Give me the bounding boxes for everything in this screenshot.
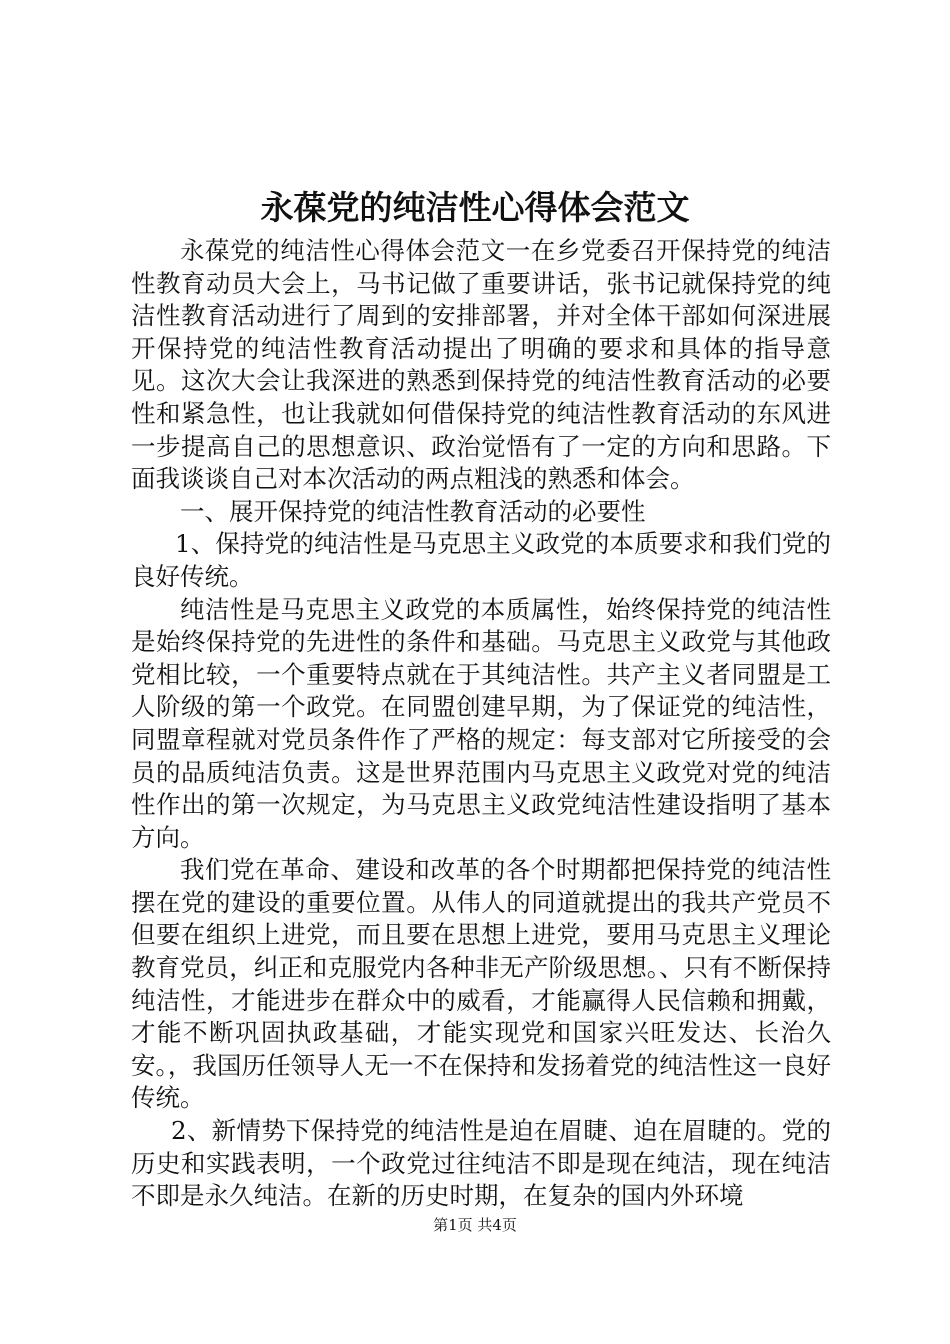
document-body bbox=[131, 235, 831, 1213]
paragraph-purity-attribute: 纯洁性是马克思主义政党的本质属性，始终保持党的纯洁性是始终保持党的先进性的条件和基础。马克思主义政党与其他政党相比较，一个重要特点就在于其纯洁性。共产主义者同盟是工人阶级的第一个政党。在同盟创建早期，为了保证党的纯洁性，同盟章程就对党员条件作了严格的规定：每支部对它所接受的会员的品质纯洁负责。这是世界范围内马克思主义政党对党的纯洁性作出的第一次规定，为马克思主义政党纯洁性建设指明了基本方向。 bbox=[131, 594, 831, 852]
point-heading-1: 1、保持党的纯洁性是马克思主义政党的本质要求和我们党的良好传统。 bbox=[131, 529, 831, 591]
document-title: 永葆党的纯洁性心得体会范文 bbox=[260, 188, 690, 227]
paragraph-party-history: 我们党在革命、建设和改革的各个时期都把保持党的纯洁性摆在党的建设的重要位置。从伟人的同道就提出的我共产党员不但要在组织上进党，而且要在思想上进党，要用马克思主义理论教育党员，纠正和克服党内各种非无产阶级思想。、只有不断保持纯洁性，才能进步在群众中的威看，才能赢得人民信赖和拥戴，才能不断巩固执政基础，才能实现党和国家兴旺发达、长治久安。，我国历任领导人无一不在保持和发扬着党的纯洁性这一良好传统。 bbox=[131, 855, 831, 1113]
paragraph-intro: 永葆党的纯洁性心得体会范文一在乡党委召开保持党的纯洁性教育动员大会上，马书记做了重要讲话，张书记就保持党的纯洁性教育活动进行了周到的安排部署，并对全体干部如何深进展开保持党的纯洁性教育活动提出了明确的要求和具体的指导意见。这次大会让我深进的熟悉到保持党的纯洁性教育活动的必要性和紧急性，也让我就如何借保持党的纯洁性教育活动的东风进一步提高自己的思想意识、政治觉悟有了一定的方向和思路。下面我谈谈自己对本次活动的两点粗浅的熟悉和体会。 bbox=[131, 236, 831, 494]
point-heading-2: 2、新情势下保持党的纯洁性是迫在眉睫、迫在眉睫的。党的历史和实践表明，一个政党过往纯洁不即是现在纯洁，现在纯洁不即是永久纯洁。在新的历史时期，在复杂的国内外环境 bbox=[131, 1116, 831, 1211]
section-heading-necessity: 一、展开保持党的纯洁性教育活动的必要性 bbox=[180, 496, 646, 526]
page-number-footer: 第1页 共4页 bbox=[433, 1216, 517, 1234]
